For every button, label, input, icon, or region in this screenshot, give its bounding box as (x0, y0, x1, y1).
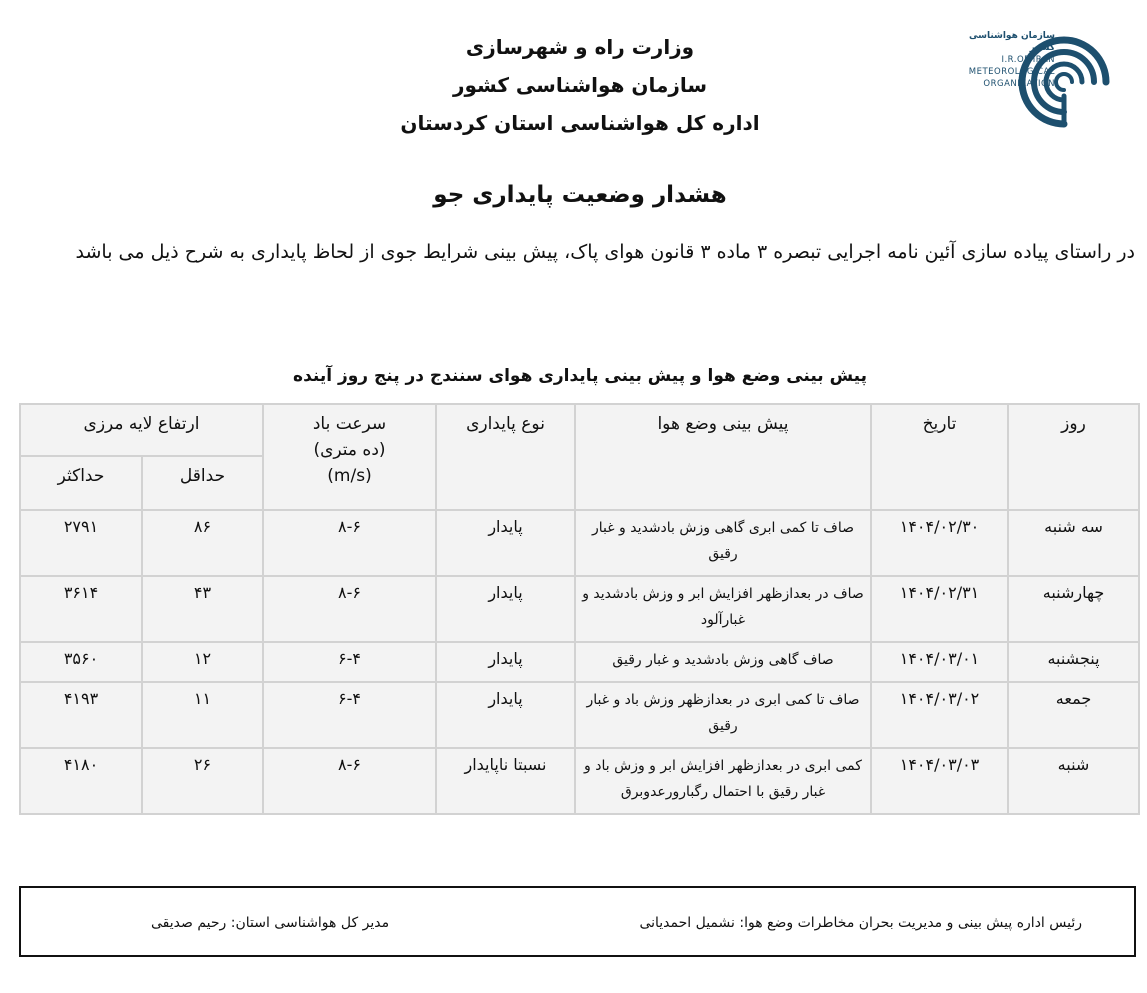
cell-stability: پایدار (436, 510, 575, 576)
cell-wind: ۸-۶ (263, 510, 436, 576)
cell-min: ۱۲ (142, 642, 263, 682)
signature-box (19, 886, 1136, 957)
table-row (20, 682, 1139, 748)
cell-stability: پایدار (436, 682, 575, 748)
forecast-head-signature: رئیس اداره پیش بینی و مدیریت بحران مخاطرات وضع هوا: نشمیل احمدیانی (639, 915, 1082, 931)
cell-min: ۸۶ (142, 510, 263, 576)
cell-weather: صاف گاهی وزش بادشدید و غبار رقیق (575, 642, 871, 682)
cell-max: ۴۱۸۰ (20, 748, 142, 814)
header-wind-line-3: (m/s) (327, 466, 372, 486)
logo-english-line-2: METEOROLOGICAL (968, 67, 1055, 77)
cell-stability: پایدار (436, 642, 575, 682)
cell-wind: ۶-۴ (263, 682, 436, 748)
table-header-row (20, 404, 1139, 456)
cell-max: ۳۵۶۰ (20, 642, 142, 682)
cell-min: ۲۶ (142, 748, 263, 814)
cell-day: پنجشنبه (1008, 642, 1139, 682)
director-general-signature: مدیر کل هواشناسی استان: رحیم صدیقی (151, 915, 390, 931)
cell-wind: ۸-۶ (263, 748, 436, 814)
cell-min: ۱۱ (142, 682, 263, 748)
cell-weather: کمی ابری در بعدازظهر افزایش ابر و وزش باد و غبار رقیق با احتمال رگبارورعدوبرق (575, 748, 871, 814)
logo-persian-text: سازمان هواشناسی کشور (968, 31, 1055, 53)
cell-day: جمعه (1008, 682, 1139, 748)
cell-stability: پایدار (436, 576, 575, 642)
cell-max: ۴۱۹۳ (20, 682, 142, 748)
header-organization: سازمان هواشناسی کشور (452, 73, 708, 97)
header-max: حداکثر (20, 456, 142, 510)
header-wind-line-2: (ده متری) (313, 440, 386, 460)
table-title: پیش بینی وضع هوا و پیش بینی پایداری هوای سنندج در پنج روز آینده (293, 366, 867, 386)
header-ministry: وزارت راه و شهرسازی (465, 35, 695, 59)
cell-min: ۴۳ (142, 576, 263, 642)
cell-wind: ۶-۴ (263, 642, 436, 682)
cell-day: سه شنبه (1008, 510, 1139, 576)
cell-weather: صاف تا کمی ابری در بعدازظهر وزش باد و غبار رقیق (575, 682, 871, 748)
cell-stability: نسبتا ناپایدار (436, 748, 575, 814)
cell-weather: صاف در بعدازظهر افزایش ابر و وزش بادشدید و غبارآلود (575, 576, 871, 642)
cell-wind: ۸-۶ (263, 576, 436, 642)
logo-english-line-1: I.R.OF IRAN (1001, 55, 1055, 65)
cell-date: ۱۴۰۴/۰۳/۰۲ (871, 682, 1008, 748)
cell-date: ۱۴۰۴/۰۳/۰۱ (871, 642, 1008, 682)
spiral-emblem-icon (1018, 36, 1110, 128)
table-row (20, 510, 1139, 576)
header-provincial-office: اداره کل هواشناسی استان کردستان (400, 111, 760, 135)
cell-weather: صاف تا کمی ابری گاهی وزش بادشدید و غبار رقیق (575, 510, 871, 576)
ministry-header (300, 28, 860, 142)
intro-paragraph: در راستای پیاده سازی آئین نامه اجرایی تبصره ۳ ماده ۳ قانون هوای پاک، پیش بینی شرایط جوی از لحاظ پایداری به شرح ذیل می باشد (75, 241, 1135, 263)
header-wind-line-1: سرعت باد (312, 414, 387, 434)
header-min: حداقل (142, 456, 263, 510)
meteorological-organization-logo (950, 22, 1120, 152)
table-row (20, 748, 1139, 814)
header-boundary-layer: ارتفاع لایه مرزی (20, 404, 263, 456)
alert-title: هشدار وضعیت پایداری جو (433, 182, 727, 208)
cell-day: شنبه (1008, 748, 1139, 814)
header-day: روز (1008, 404, 1139, 510)
cell-day: چهارشنبه (1008, 576, 1139, 642)
header-wind-speed (263, 404, 436, 510)
header-weather: پیش بینی وضع هوا (575, 404, 871, 510)
cell-max: ۲۷۹۱ (20, 510, 142, 576)
header-date: تاریخ (871, 404, 1008, 510)
cell-date: ۱۴۰۴/۰۲/۳۰ (871, 510, 1008, 576)
cell-max: ۳۶۱۴ (20, 576, 142, 642)
forecast-table (19, 403, 1140, 815)
cell-date: ۱۴۰۴/۰۲/۳۱ (871, 576, 1008, 642)
header-stability: نوع پایداری (436, 404, 575, 510)
table-row (20, 576, 1139, 642)
logo-english-line-3: ORGANIZATION (983, 79, 1055, 89)
cell-date: ۱۴۰۴/۰۳/۰۳ (871, 748, 1008, 814)
table-row (20, 642, 1139, 682)
